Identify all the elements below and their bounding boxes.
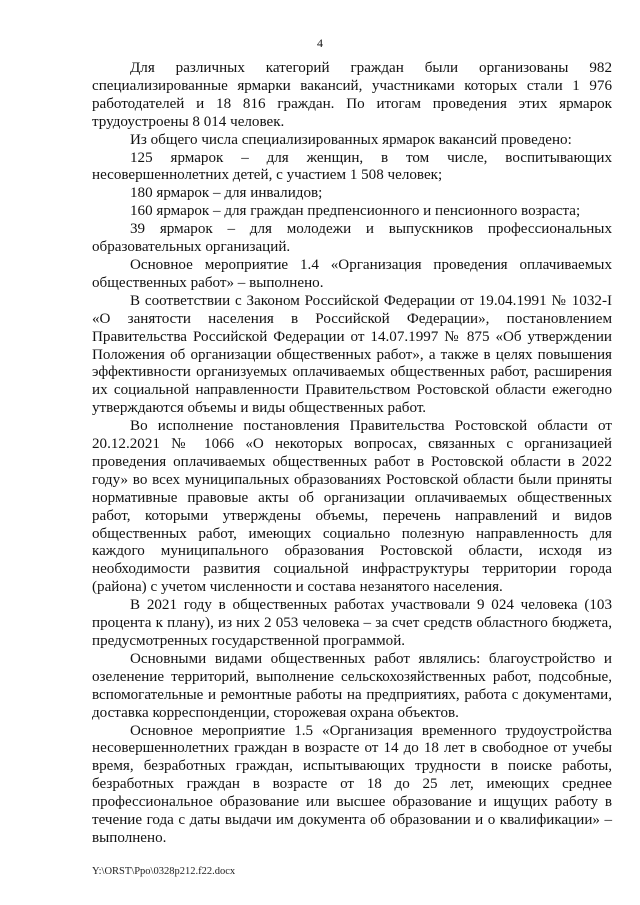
paragraph-regional-resolution: Во исполнение постановления Правительства Ростовской области от 20.12.2021 № 1066 «О некоторых вопросах, связанных с организацией проведения оплачиваемых общественных работ в Ростовской области в 2022 году» во всех муниципальных образованиях Ростовской области были приняты нормативные правовые акты об организации оплачиваемых общественных работ, которыми утверждены объемы, перечень направлений и видов общественных работ, имеющих социально полезную направленность для каждого муниципального образования Ростовской области, исходя из необходимости развития социальной инфраструктуры территории города (района) с учетом численности и состава незанятого населения.	[92, 418, 612, 596]
paragraph-public-works-types: Основными видами общественных работ являлись: благоустройство и озеленение территорий, выполнение сельскохозяйственных работ, подсобные, вспомогательные и ремонтные работы на предприятиях, работа с документами, доставка корреспонденции, сторожевая охрана объектов.	[92, 650, 612, 721]
paragraph-measure-1-5: Основное мероприятие 1.5 «Организация временного трудоустройства несовершеннолетних граждан в возрасте от 14 до 18 лет в свободное от учебы время, безработных граждан, испытывающих трудности в поиске работы, безработных граждан в возрасте от 18 до 25 лет, имеющих среднее профессиональное образование или высшее образование и ищущих работу в течение года с даты выдачи им документа об образовании и о квалификации» – выполнено.	[92, 722, 612, 846]
paragraph-legal-basis: В соответствии с Законом Российской Федерации от 19.04.1991 № 1032-I «О занятости населения в Российской Федерации», постановлением Правительства Российской Федерации от 14.07.1997 № 875 «Об утверждении Положения об организации общественных работ», а также в целях повышения эффективности организуемых оплачиваемых общественных работ, расширения их социальной направленности Правительством Ростовской области ежегодно утверждаются объемы и виды общественных работ.	[92, 292, 612, 417]
paragraph-fairs-preretirement: 160 ярмарок – для граждан предпенсионного и пенсионного возраста;	[130, 203, 581, 220]
paragraph-job-fairs-breakdown-intro: Из общего числа специализированных ярмарок вакансий проведено:	[130, 131, 572, 148]
page-number: 4	[317, 36, 323, 50]
paragraph-fairs-youth: 39 ярмарок – для молодежи и выпускников профессиональных образовательных организаций.	[92, 221, 612, 256]
paragraph-job-fairs-summary: Для различных категорий граждан были организованы 982 специализированные ярмарки вакансий, участниками которых стали 1 976 работодателей и 18 816 граждан. По итогам проведения этих ярмарок трудоустроены 8 014 человек.	[92, 60, 612, 130]
paragraph-fairs-disabled: 180 ярмарок – для инвалидов;	[130, 185, 323, 202]
paragraph-measure-1-4: Основное мероприятие 1.4 «Организация проведения оплачиваемых общественных работ» – выполнено.	[92, 256, 612, 291]
paragraph-fairs-women: 125 ярмарок – для женщин, в том числе, воспитывающих несовершеннолетних детей, с участием 1 508 человек;	[92, 149, 612, 184]
footer-file-path: Y:\ORST\Ppo\0328p212.f22.docx	[92, 866, 236, 877]
document-body	[92, 60, 612, 848]
paragraph-public-works-2021: В 2021 году в общественных работах участвовали 9 024 человека (103 процента к плану), из них 2 053 человека – за счет средств областного бюджета, предусмотренных государственной программой.	[92, 597, 612, 649]
